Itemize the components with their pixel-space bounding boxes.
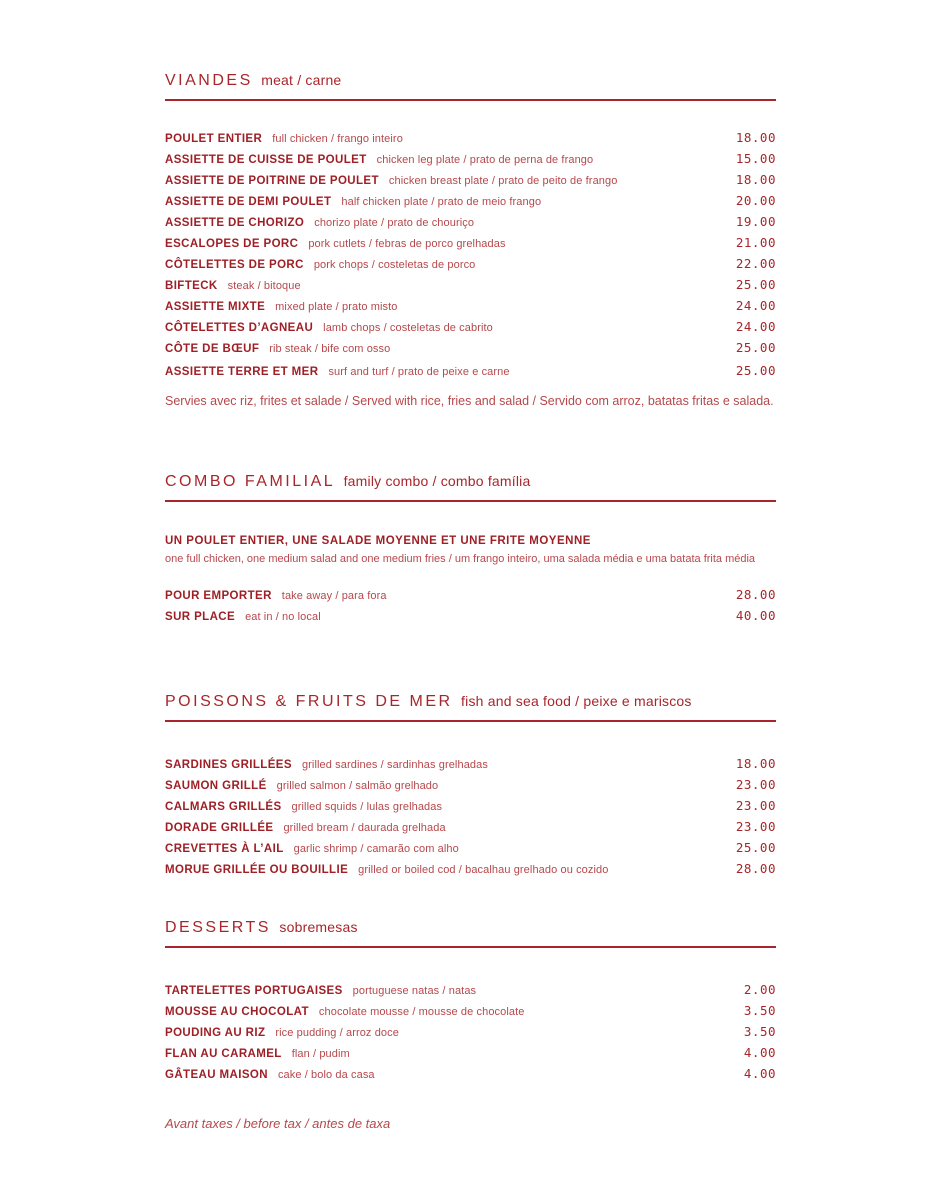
item-price: 25.00 [735, 340, 776, 355]
item-price: 25.00 [735, 363, 776, 378]
item-price: 24.00 [735, 319, 776, 334]
item-translation: rice pudding / arroz doce [275, 1027, 399, 1039]
item-price: 18.00 [735, 130, 776, 145]
item-price: 23.00 [735, 798, 776, 813]
item-translation: surf and turf / prato de peixe e carne [328, 366, 510, 378]
tax-note: Avant taxes / before tax / antes de taxa [165, 1116, 391, 1131]
item-price: 23.00 [735, 819, 776, 834]
item-translation: lamb chops / costeletas de cabrito [323, 322, 493, 334]
item-translation: portuguese natas / natas [352, 985, 477, 997]
item-translation: grilled or boiled cod / bacalhau grelhado ou cozido [358, 864, 609, 876]
item-price: 4.00 [743, 1045, 776, 1060]
item-translation: flan / pudim [291, 1048, 350, 1060]
item-name: ESCALOPES DE PORC [165, 238, 299, 250]
item-name: BIFTECK [165, 280, 218, 292]
menu-item [165, 858, 776, 879]
item-name: CREVETTES À L’AIL [165, 843, 284, 855]
item-price: 25.00 [735, 840, 776, 855]
item-translation: steak / bitoque [227, 280, 301, 292]
served-with-note: Servies avec riz, frites et salade / Served with rice, fries and salad / Servido com arroz, batatas fritas e salada. [165, 394, 774, 408]
item-name: CALMARS GRILLÉS [165, 801, 282, 813]
item-name: GÂTEAU MAISON [165, 1069, 268, 1081]
item-name: ASSIETTE DE POITRINE DE POULET [165, 175, 379, 187]
section-title: POISSONS & FRUITS DE MER [165, 693, 453, 710]
item-name: ASSIETTE TERRE ET MER [165, 366, 319, 378]
item-translation: pork chops / costeletas de porco [313, 259, 476, 271]
item-translation: chocolate mousse / mousse de chocolate [318, 1006, 525, 1018]
menu-list-viandes [165, 127, 776, 381]
item-translation: grilled sardines / sardinhas grelhadas [301, 759, 488, 771]
menu-item [165, 232, 776, 253]
item-price: 23.00 [735, 777, 776, 792]
item-name: ASSIETTE MIXTE [165, 301, 266, 313]
item-name: SARDINES GRILLÉES [165, 759, 292, 771]
item-name: SAUMON GRILLÉ [165, 780, 267, 792]
item-price: 40.00 [735, 608, 776, 623]
menu-item [165, 295, 776, 316]
menu-item [165, 190, 776, 211]
section-subtitle: sobremesas [279, 919, 358, 935]
menu-list-desserts [165, 979, 776, 1084]
section-poissons [165, 693, 776, 879]
section-header [165, 693, 776, 722]
item-price: 28.00 [735, 587, 776, 602]
menu-item [165, 816, 776, 837]
menu-list-combo [165, 584, 776, 626]
item-translation: chicken breast plate / prato de peito de frango [388, 175, 618, 187]
item-price: 18.00 [735, 172, 776, 187]
menu-item [165, 169, 776, 190]
item-translation: rib steak / bife com osso [269, 343, 391, 355]
menu-item [165, 774, 776, 795]
item-translation: grilled squids / lulas grelhadas [291, 801, 443, 813]
item-name: DORADE GRILLÉE [165, 822, 274, 834]
section-desserts [165, 919, 776, 1084]
menu-item [165, 127, 776, 148]
item-price: 3.50 [743, 1003, 776, 1018]
menu-item [165, 253, 776, 274]
menu-item [165, 605, 776, 626]
section-subtitle: fish and sea food / peixe e mariscos [461, 693, 692, 709]
menu-item [165, 1042, 776, 1063]
item-translation: pork cutlets / febras de porco grelhadas [308, 238, 506, 250]
item-price: 22.00 [735, 256, 776, 271]
item-name: ASSIETTE DE CHORIZO [165, 217, 305, 229]
item-price: 3.50 [743, 1024, 776, 1039]
item-name: ASSIETTE DE DEMI POULET [165, 196, 332, 208]
item-translation: grilled bream / daurada grelhada [283, 822, 446, 834]
section-header [165, 919, 776, 948]
menu-item [165, 274, 776, 295]
menu-item [165, 584, 776, 605]
item-price: 20.00 [735, 193, 776, 208]
section-subtitle: family combo / combo família [343, 473, 531, 489]
item-translation: garlic shrimp / camarão com alho [293, 843, 459, 855]
section-title: COMBO FAMILIAL [165, 473, 336, 490]
section-viandes [165, 72, 776, 409]
menu-item [165, 1021, 776, 1042]
combo-description: one full chicken, one medium salad and one medium fries / um frango inteiro, uma salada média e uma batata frita média [165, 553, 756, 565]
menu-item [165, 148, 776, 169]
item-name: CÔTE DE BŒUF [165, 343, 260, 355]
menu-item [165, 337, 776, 358]
item-translation: eat in / no local [245, 611, 321, 623]
menu-item [165, 211, 776, 232]
item-translation: cake / bolo da casa [277, 1069, 375, 1081]
menu-item [165, 795, 776, 816]
item-name: TARTELETTES PORTUGAISES [165, 985, 343, 997]
menu-item [165, 360, 776, 381]
item-name: CÔTELETTES DE PORC [165, 259, 304, 271]
menu-item [165, 979, 776, 1000]
menu-list-poissons [165, 753, 776, 879]
section-header [165, 72, 776, 101]
item-translation: mixed plate / prato misto [275, 301, 398, 313]
section-header [165, 473, 776, 502]
item-price: 15.00 [735, 151, 776, 166]
item-translation: half chicken plate / prato de meio frango [341, 196, 542, 208]
item-price: 25.00 [735, 277, 776, 292]
item-translation: chorizo plate / prato de chouriço [314, 217, 475, 229]
section-title: VIANDES [165, 72, 253, 89]
item-name: POUDING AU RIZ [165, 1027, 266, 1039]
section-title: DESSERTS [165, 919, 271, 936]
item-name: CÔTELETTES D’AGNEAU [165, 322, 314, 334]
combo-headline: UN POULET ENTIER, UNE SALADE MOYENNE ET UNE FRITE MOYENNE [165, 535, 591, 547]
menu-item [165, 753, 776, 774]
item-translation: full chicken / frango inteiro [272, 133, 403, 145]
item-price: 19.00 [735, 214, 776, 229]
item-name: FLAN AU CARAMEL [165, 1048, 282, 1060]
item-translation: grilled salmon / salmão grelhado [276, 780, 439, 792]
item-name: SUR PLACE [165, 611, 236, 623]
menu-item [165, 837, 776, 858]
item-name: POUR EMPORTER [165, 590, 272, 602]
section-subtitle: meat / carne [261, 72, 342, 88]
item-price: 18.00 [735, 756, 776, 771]
item-translation: take away / para fora [281, 590, 387, 602]
menu-item [165, 1000, 776, 1021]
item-price: 4.00 [743, 1066, 776, 1081]
item-price: 21.00 [735, 235, 776, 250]
item-price: 24.00 [735, 298, 776, 313]
item-name: MOUSSE AU CHOCOLAT [165, 1006, 309, 1018]
item-price: 2.00 [743, 982, 776, 997]
item-name: ASSIETTE DE CUISSE DE POULET [165, 154, 367, 166]
item-name: POULET ENTIER [165, 133, 263, 145]
section-combo [165, 473, 776, 626]
item-price: 28.00 [735, 861, 776, 876]
menu-item [165, 316, 776, 337]
item-name: MORUE GRILLÉE OU BOUILLIE [165, 864, 349, 876]
menu-item [165, 1063, 776, 1084]
item-translation: chicken leg plate / prato de perna de frango [376, 154, 594, 166]
